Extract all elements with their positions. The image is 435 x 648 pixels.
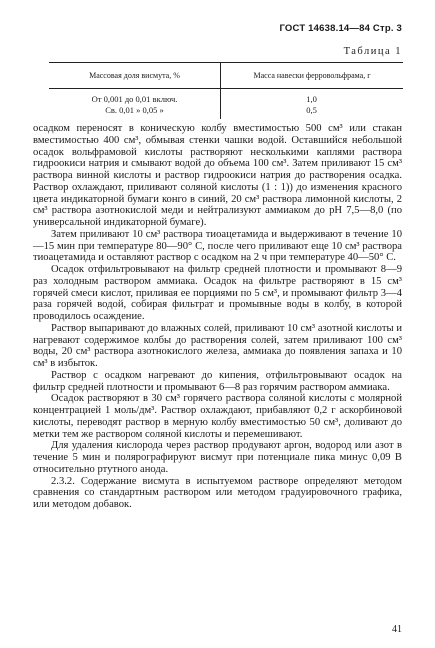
body-text (33, 123, 402, 511)
table-row (49, 94, 403, 105)
col-header-mass: Масса навески ферровольфрама, г (253, 71, 371, 80)
table-header (49, 63, 403, 89)
cell-mass: 0,5 (306, 105, 317, 115)
cell-mass: 1,0 (306, 94, 317, 104)
section-paragraph: 2.3.2. Содержание висмута в испытуемом растворе определяют методом сравнения со стандартным раствором или методом градуировочного графика, или методом добавок. (33, 475, 402, 510)
cell-range: Св. 0,01 » 0,05 » (105, 105, 164, 115)
paragraph: Осадок растворяют в 30 см³ горячего раствора соляной кислоты с молярной концентрацией 1 моль/дм³. Раствор охлаждают, прибавляют 0,2 г аскорбиновой кислоты, переводят раствор в мерную колбу вместимостью 50 см³, доливают до метки тем же раствором соляной кислоты и перемешивают. (33, 393, 402, 440)
cell-range: От 0,001 до 0,01 включ. (91, 94, 178, 104)
table-body (49, 89, 403, 119)
table-row (49, 105, 403, 116)
bismuth-table (49, 62, 403, 119)
paragraph: Раствор выпаривают до влажных солей, приливают 10 см³ азотной кислоты и нагревают содержимое колбы до растворения солей, затем приливают 100 см³ воды, 20 см³ раствора азотнокислого железа, аммиака до появления запаха и 10 см³ в избыток. (33, 322, 402, 369)
page-header: ГОСТ 14638.14—84 Стр. 3 (279, 23, 402, 34)
col-header-bismuth: Массовая доля висмута, % (49, 63, 221, 88)
paragraph: Для удаления кислорода через раствор продувают аргон, водород или азот в течение 5 мин и полярографируют висмут при потенциале пика минус 0,09 В относительно ртутного анода. (33, 440, 402, 475)
page-number: 41 (392, 624, 402, 635)
paragraph: осадком переносят в коническую колбу вместимостью 500 см³ или стакан вместимостью 400 см³, обмывая стенки чашки водой. Оставшийся небольшой осадок вольфрамовой кислоты растворяют несколькими каплями раствора гидроокиси натрия и смывают водой до объема 100 см³. Затем приливают 15 см³ раствора винной кислоты и раствор гидроокиси натрия до растворения осадка. Раствор охлаждают, приливают соляной кислоты (1 : 1)) до изменения красного цвета индикаторной бумаги конго в синий, 20 см³ раствора лимонной кислоты, 2 см³ раствора азотнокислой меди и нейтрализуют аммиаком до pH 7,5—8,0 (по универсальной индикаторной бумаге). (33, 123, 402, 228)
paragraph: Раствор с осадком нагревают до кипения, отфильтровывают осадок на фильтр средней плотности и промывают 6—8 раз горячим раствором аммиака. (33, 369, 402, 393)
paragraph: Затем приливают 10 см³ раствора тиоацетамида и выдерживают в течение 10—15 мин при температуре 80—90° С, после чего приливают еще 10 см³ раствора тиоацетамида и оставляют раствор с осадком на 2 ч при температуре 40—50° С. (33, 228, 402, 264)
paragraph: Осадок отфильтровывают на фильтр средней плотности и промывают 8—9 раз холодным раствором аммиака. Осадок на фильтре растворяют в 15 см³ горячей смеси кислот, приливая ее порциями по 5 см³, и промывают фильтр 3—4 раза горячей водой, собирая фильтрат и промывные воды в колбу, в которой проводилось осаждение. (33, 264, 402, 322)
table-caption: Таблица 1 (343, 46, 402, 57)
